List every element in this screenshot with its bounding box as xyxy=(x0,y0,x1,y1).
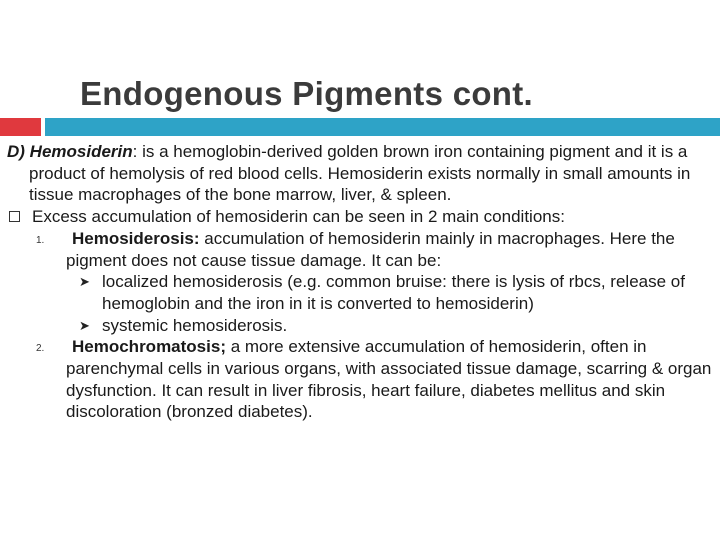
title-underline-blue xyxy=(45,118,720,136)
condition-text: accumulation of hemosiderin mainly in macrophages. Here the pigment does not cause tissue damage. It can be: xyxy=(66,228,675,270)
bullet-item xyxy=(7,206,717,228)
definition-text: : is a hemoglobin-derived golden brown iron containing pigment and it is a product of hemolysis of red blood cells. Hemosiderin exists normally in small amounts in tissue macrophages of the bone marrow, liver, & spleen. xyxy=(29,142,691,205)
list-number: 1. xyxy=(36,234,45,246)
square-bullet-icon xyxy=(9,211,20,222)
bullet-text: Excess accumulation of hemosiderin can be seen in 2 main conditions: xyxy=(32,207,565,227)
list-number: 2. xyxy=(36,343,45,355)
slide-body xyxy=(7,141,717,423)
sub-list-item xyxy=(7,315,717,337)
sub-list-text: systemic hemosiderosis. xyxy=(102,315,288,335)
sub-list-item xyxy=(7,271,717,314)
condition-item xyxy=(7,228,717,271)
condition-text: a more extensive accumulation of hemosiderin, often in parenchymal cells in various organs, with associated tissue damage, scarring & organ dysfunction. It can result in liver fibrosis, heart failure, diabetes mellitus and skin discoloration (bronzed diabetes). xyxy=(66,337,712,422)
arrow-bullet-icon: ➤ xyxy=(79,317,90,333)
arrow-bullet-icon: ➤ xyxy=(79,274,90,290)
condition-item xyxy=(7,336,717,423)
slide-title: Endogenous Pigments cont. xyxy=(80,75,534,112)
sub-list-text: localized hemosiderosis (e.g. common bruise: there is lysis of rbcs, release of hemoglobin and the iron in it is converted to hemosiderin) xyxy=(102,272,685,313)
title-underline-red xyxy=(0,118,41,136)
condition-term: Hemosiderosis: xyxy=(72,228,200,248)
section-label: D) Hemosiderin xyxy=(7,142,133,161)
condition-term: Hemochromatosis; xyxy=(72,337,226,357)
hemosiderin-definition xyxy=(7,141,717,206)
